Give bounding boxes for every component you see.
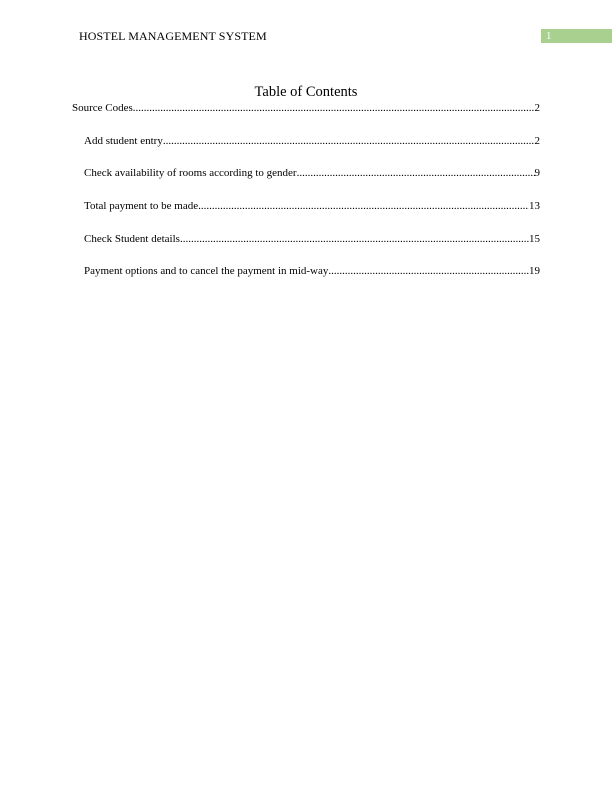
toc-entry-label: Check availability of rooms according to gender <box>84 167 297 179</box>
toc-entry-check-availability[interactable] <box>84 167 540 180</box>
toc-entry-page: 2 <box>534 135 540 147</box>
toc-leader-dots <box>297 167 535 180</box>
toc-leader-dots <box>180 233 529 246</box>
toc-entry-page: 9 <box>534 167 540 179</box>
toc-entry-page: 2 <box>534 102 540 114</box>
toc-leader-dots <box>198 200 529 213</box>
toc-entry-add-student-entry[interactable] <box>84 135 540 148</box>
toc-entry-page: 13 <box>529 200 540 212</box>
toc-entry-label: Source Codes <box>72 102 133 114</box>
page-number-badge: 1 <box>541 29 612 43</box>
toc-leader-dots <box>163 135 535 148</box>
toc-leader-dots <box>133 102 535 115</box>
toc-entry-page: 19 <box>529 265 540 277</box>
toc-heading <box>0 84 612 101</box>
toc-heading-text: Table of Contents <box>254 84 358 100</box>
toc-entry-source-codes[interactable] <box>72 102 540 115</box>
toc-entry-label: Total payment to be made <box>84 200 199 212</box>
running-header-title: HOSTEL MANAGEMENT SYSTEM <box>79 29 267 43</box>
toc-leader-dots <box>328 265 529 278</box>
toc-entry-label: Check Student details <box>84 233 180 245</box>
toc-entry-label: Payment options and to cancel the payment in mid-way <box>84 265 329 277</box>
toc-entry-total-payment[interactable] <box>84 200 540 213</box>
toc-entry-label: Add student entry <box>84 135 163 147</box>
toc-entry-check-student-details[interactable] <box>84 233 540 246</box>
toc-entry-payment-options[interactable] <box>84 265 540 278</box>
toc-entry-page: 15 <box>529 233 540 245</box>
